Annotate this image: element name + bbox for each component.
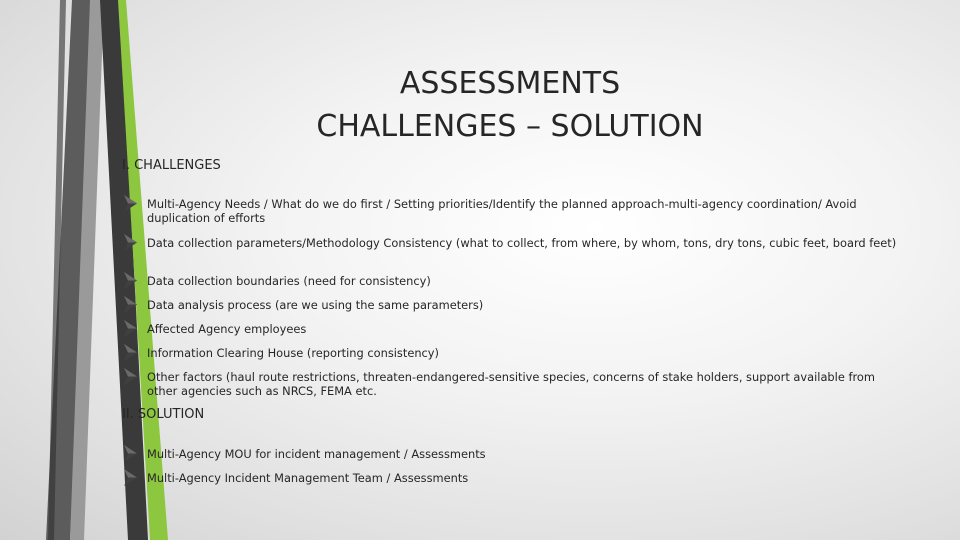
- bullet-text: Affected Agency employees: [147, 322, 307, 336]
- arrow-bullet-icon: [122, 444, 139, 463]
- bullet-text: Data collection parameters/Methodology Consistency (what to collect, from where, by whom, tons, dry tons, cubic feet, board feet): [147, 236, 897, 250]
- title-line-1: ASSESSMENTS: [399, 66, 621, 101]
- bullet-text: Data collection boundaries (need for consistency): [147, 274, 431, 288]
- title-line-2: CHALLENGES – SOLUTION: [316, 109, 704, 144]
- arrow-bullet-icon: [122, 319, 139, 338]
- decorative-stripes: [0, 0, 170, 540]
- challenges-heading: I. CHALLENGES: [122, 158, 221, 173]
- arrow-bullet-icon: [122, 233, 139, 252]
- arrow-bullet-icon: [122, 367, 139, 386]
- arrow-bullet-icon: [122, 295, 139, 314]
- bullet-text: Other factors (haul route restrictions, threaten-endangered-sensitive species, concerns of stake holders, support available from other agencies such as NRCS, FEMA etc.: [147, 370, 875, 398]
- bullet-text: Multi-Agency Needs / What do we do first / Setting priorities/Identify the planned approach-multi-agency coordination/ Avoid duplication of efforts: [147, 197, 857, 225]
- arrow-bullet-icon: [122, 468, 139, 487]
- bullet-text: Information Clearing House (reporting consistency): [147, 346, 439, 360]
- bullet-text: Multi-Agency Incident Management Team / Assessments: [147, 471, 469, 485]
- slide-title: [290, 62, 730, 148]
- arrow-bullet-icon: [122, 343, 139, 362]
- solution-heading: II. SOLUTION: [122, 407, 205, 422]
- bullet-text: Data analysis process (are we using the same parameters): [147, 298, 484, 312]
- arrow-bullet-icon: [122, 271, 139, 290]
- arrow-bullet-icon: [122, 194, 139, 213]
- bullet-text: Multi-Agency MOU for incident management / Assessments: [147, 447, 486, 461]
